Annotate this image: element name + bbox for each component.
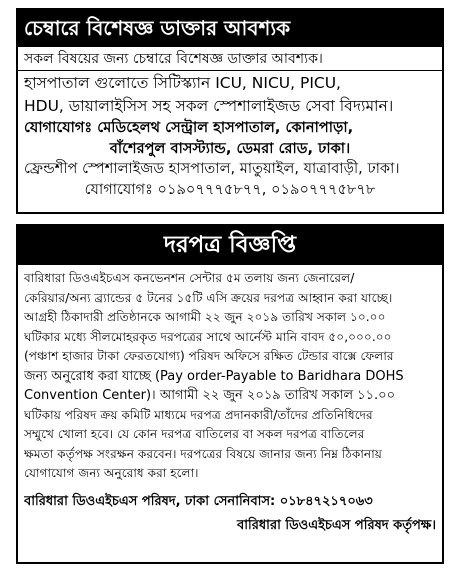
doctor-wanted-ad [16, 8, 444, 214]
signature-contact: বারিধারা ডিওএইচএস পরিষদ, ঢাকা সেনানিবাস: ০১৮৪৭২১৭০৬৩ [24, 493, 373, 509]
ad-subtitle: সকল বিষয়ের জন্য চেম্বারে বিশেষজ্ঞ ডাক্তার আবশ্যক। [18, 49, 442, 71]
ad-title: দরপত্র বিজ্ঞপ্তি [18, 226, 442, 265]
ad-line: আগ্রহী ঠিকাদারী প্রতিষ্ঠানকে আগামী ২২ জুন ২০১৯ তারিখ সকাল ১০.০০ [24, 310, 386, 324]
ad-line: বাঁশেরপুল বাসস্ট্যান্ড, ডেমরা রোড, ঢাকা। [109, 139, 351, 157]
ad-line: কেরিয়ার/অন্য ব্র্যান্ডের ৫ টনের ১৫টি এসি ক্রয়ের দরপত্র আহ্বান করা যাচ্ছে। [24, 290, 393, 305]
ad-line: যোগাযোগঃ মেডিহেলথ সেন্ট্রাল হাসপাতাল, কোনাপাড়া, [24, 119, 354, 136]
ad-title: চেম্বারে বিশেষজ্ঞ ডাক্তার আবশ্যক [18, 10, 442, 47]
signature-authority: বারিধারা ডিওএইচএস পরিষদ কর্তৃপক্ষ। [237, 517, 436, 533]
ad-line: (পঞ্চাশ হাজার টাকা ফেরতযোগ্য) পরিষদ অফিসে রক্ষিত টেন্ডার বাক্সে ফেলার [24, 349, 394, 363]
ad-signature [18, 484, 442, 538]
ad-line: যোগাযোগ জন্য অনুরোধ করা হলো। [24, 466, 199, 480]
ad-contact-line: যোগাযোগঃ ০১৯০৭৭৭৫৮৭৭, ০১৯০৭৭৭৫৮৭৮ [84, 180, 376, 198]
ad-line: HDU, ডায়ালাইসিস সহ সকল স্পেশালাইজড সেবা বিদ্যমান। [24, 97, 394, 115]
ad-line: বারিধারা ডিওএইচএস কনভেনশন সেন্টার ৫ম তলায় জন্য জেনারেল/ [24, 271, 355, 285]
ad-line: ফ্রেন্ডশীপ স্পেশালাইজড হাসপাতাল, মাতুয়াইল, যাত্রাবাড়ী, ঢাকা। [24, 160, 400, 177]
tender-notice-ad [16, 224, 444, 564]
ad-line: ক্ষমতা কর্তৃপক্ষ সংরক্ষন করবেন। দরপত্রের বিষয়ে জানার জন্য নিম্ন ঠিকানায় [24, 446, 382, 461]
ad-line: সম্মুখে খোলা হবে। যে কোন দরপত্র বাতিলের বা সকল দরপত্র বাতিলের [24, 427, 365, 441]
ad-line: Convention Center)। আগামী ২২ জুন ২০১৯ তারিখ সকাল ১১.০০ [24, 388, 396, 403]
ad-line: হাসপাতাল গুলোতে সিটিস্ক্যান ICU, NICU, PICU, [24, 74, 341, 92]
ad-line: ঘটিকায় পরিষদ ক্রয় কমিটি মাধ্যমে দরপত্র প্রদানকারী/তাঁদের প্রতিনিধিদের [24, 407, 373, 422]
ad-line: ঘটিকার মধ্যে সীলমোহরকৃত দরপত্রের সাথে আর্নেস্ট মানি বাবদ ৫০,০০০.০০ [24, 329, 392, 344]
ad-body [18, 265, 442, 484]
ad-line: জন্য অনুরোধ করা যাচ্ছে (Pay order-Payable to Baridhara DOHS [24, 368, 404, 384]
